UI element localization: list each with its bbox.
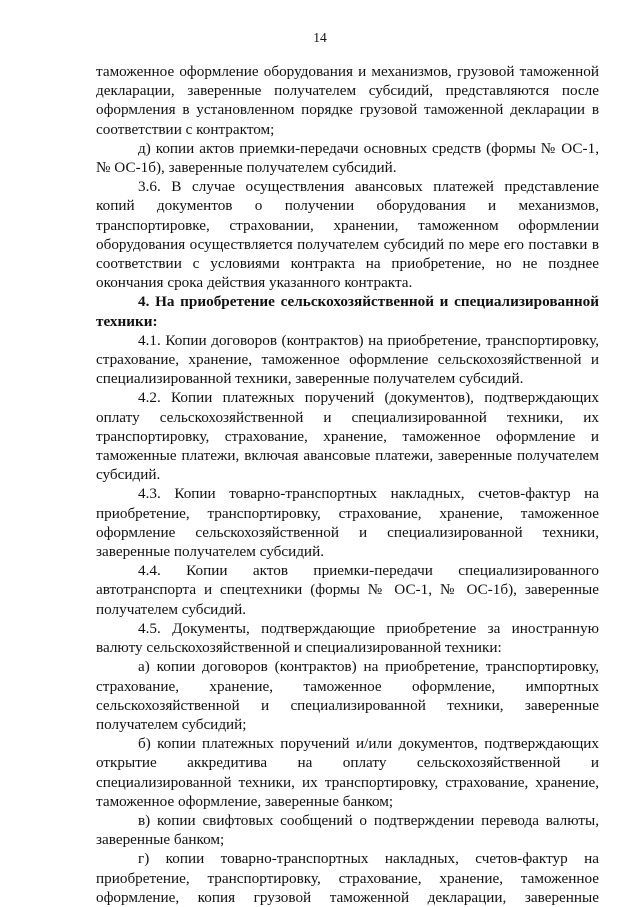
paragraph-4-3: 4.3. Копии товарно-транспортных накладных, счетов-фактур на приобретение, транспортировку, страхование, хранение, таможенное оформление сельскохозяйственной и специализированной техники, заверенные получателем субсидий. bbox=[96, 485, 599, 561]
paragraph-4-4: 4.4. Копии актов приемки-передачи специализированного автотранспорта и спецтехники (формы № ОС-1, № ОС-1б), заверенные получателем субсидий. bbox=[96, 562, 599, 618]
paragraph-4-5: 4.5. Документы, подтверждающие приобретение за иностранную валюту сельскохозяйственной и специализированной техники: bbox=[96, 619, 599, 657]
page-number: 14 bbox=[313, 30, 327, 45]
paragraph-4-5-v: в) копии свифтовых сообщений о подтверждении перевода валюты, заверенные банком; bbox=[96, 811, 599, 849]
paragraph-4-5-b: б) копии платежных поручений и/или документов, подтверждающих открытие аккредитива на оплату сельскохозяйственной и специализированной техники, их транспортировку, страхование, хранение, таможенное оформление, заверенные банком; bbox=[96, 735, 599, 810]
paragraph-4-1: 4.1. Копии договоров (контрактов) на приобретение, транспортировку, страхование, хранение, таможенное оформление сельскохозяйственной и специализированной техники, заверенные получателем субсидий. bbox=[96, 331, 599, 388]
paragraph-4-5-a: а) копии договоров (контрактов) на приобретение, транспортировку, страхование, хранение, таможенное оформление, импортных сельскохозяйственной и специализированной техники, заверенные получателем субсидий; bbox=[96, 658, 599, 733]
paragraph-customs-declaration: таможенное оформление оборудования и механизмов, грузовой таможенной декларации, заверенные получателем субсидий, представляются после оформления в установленном порядке грузовой таможенной декларации в соответствии с контрактом; bbox=[96, 63, 599, 138]
section-heading-4: 4. На приобретение сельскохозяйственной и специализированной техники: bbox=[96, 293, 599, 330]
document-body bbox=[96, 62, 599, 907]
paragraph-3-6: 3.6. В случае осуществления авансовых платежей представление копий документов о получении оборудования и механизмов, транспортировке, страховании, хранении, таможенном оформлении оборудования осуществляется получателем субсидий по мере его поставки в соответствии с условиями контракта на приобретение, но не позднее окончания срока действия указанного контракта. bbox=[96, 178, 599, 292]
paragraph-acceptance-acts: д) копии актов приемки-передачи основных средств (формы № ОС-1, № ОС-1б), заверенные получателем субсидий. bbox=[96, 139, 599, 177]
paragraph-4-2: 4.2. Копии платежных поручений (документов), подтверждающих оплату сельскохозяйственной и специализированной техники, их транспортировку, страхование, хранение, таможенное оформление и таможенные платежи, включая авансовые платежи, заверенные получателем субсидий. bbox=[96, 389, 599, 484]
paragraph-4-5-g: г) копии товарно-транспортных накладных, счетов-фактур на приобретение, транспортировку, страхование, хранение, таможенное оформление, копия грузовой таможенной декларации, заверенные bbox=[96, 850, 599, 906]
